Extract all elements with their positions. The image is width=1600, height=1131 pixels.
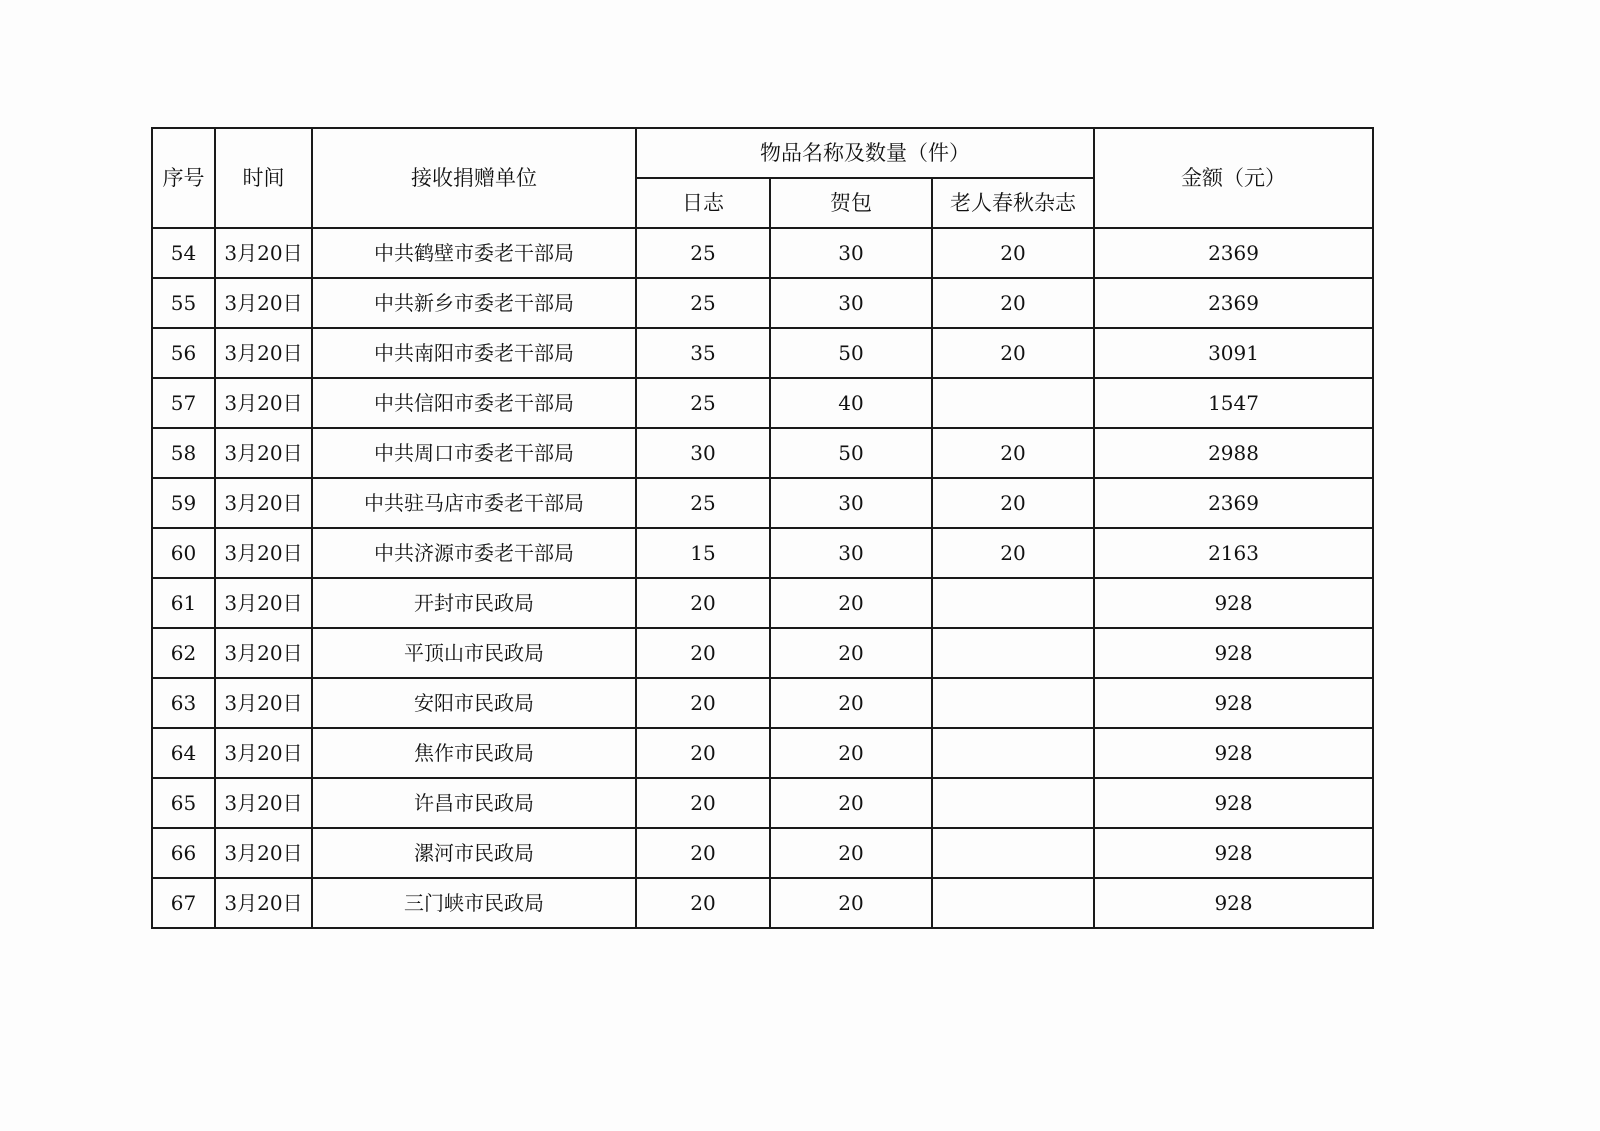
cell-amount: 2369 <box>1094 478 1373 528</box>
cell-magazine: 20 <box>932 228 1094 278</box>
cell-diary: 20 <box>636 828 770 878</box>
table-row <box>152 578 1373 628</box>
cell-amount: 3091 <box>1094 328 1373 378</box>
header-item-bag: 贺包 <box>770 178 932 228</box>
header-seq: 序号 <box>152 128 215 228</box>
cell-unit: 三门峡市民政局 <box>312 878 636 928</box>
cell-seq: 61 <box>152 578 215 628</box>
cell-diary: 20 <box>636 578 770 628</box>
cell-unit: 中共南阳市委老干部局 <box>312 328 636 378</box>
cell-unit: 平顶山市民政局 <box>312 628 636 678</box>
cell-seq: 58 <box>152 428 215 478</box>
cell-diary: 20 <box>636 878 770 928</box>
header-amount: 金额（元） <box>1094 128 1373 228</box>
cell-bag: 50 <box>770 428 932 478</box>
cell-bag: 30 <box>770 228 932 278</box>
cell-seq: 67 <box>152 878 215 928</box>
cell-amount: 2369 <box>1094 228 1373 278</box>
cell-date: 3月20日 <box>215 828 312 878</box>
cell-diary: 20 <box>636 628 770 678</box>
cell-magazine <box>932 678 1094 728</box>
cell-bag: 20 <box>770 778 932 828</box>
cell-seq: 57 <box>152 378 215 428</box>
cell-bag: 30 <box>770 528 932 578</box>
table-row <box>152 478 1373 528</box>
table-row <box>152 628 1373 678</box>
cell-diary: 20 <box>636 678 770 728</box>
cell-unit: 许昌市民政局 <box>312 778 636 828</box>
table-row <box>152 728 1373 778</box>
cell-diary: 35 <box>636 328 770 378</box>
table-row <box>152 428 1373 478</box>
cell-unit: 中共驻马店市委老干部局 <box>312 478 636 528</box>
cell-date: 3月20日 <box>215 878 312 928</box>
cell-unit: 漯河市民政局 <box>312 828 636 878</box>
header-row-top <box>152 128 1373 178</box>
cell-magazine: 20 <box>932 478 1094 528</box>
cell-magazine: 20 <box>932 278 1094 328</box>
cell-amount: 2988 <box>1094 428 1373 478</box>
cell-magazine <box>932 578 1094 628</box>
cell-seq: 63 <box>152 678 215 728</box>
header-date: 时间 <box>215 128 312 228</box>
cell-seq: 62 <box>152 628 215 678</box>
cell-bag: 50 <box>770 328 932 378</box>
cell-date: 3月20日 <box>215 528 312 578</box>
table-row <box>152 228 1373 278</box>
table-header <box>152 128 1373 228</box>
cell-diary: 15 <box>636 528 770 578</box>
table-row <box>152 678 1373 728</box>
table-row <box>152 828 1373 878</box>
cell-seq: 64 <box>152 728 215 778</box>
table-body <box>152 228 1373 928</box>
cell-magazine <box>932 778 1094 828</box>
cell-date: 3月20日 <box>215 578 312 628</box>
header-item-magazine: 老人春秋杂志 <box>932 178 1094 228</box>
cell-date: 3月20日 <box>215 778 312 828</box>
table-row <box>152 778 1373 828</box>
cell-seq: 56 <box>152 328 215 378</box>
cell-diary: 20 <box>636 778 770 828</box>
table-row <box>152 378 1373 428</box>
cell-bag: 20 <box>770 878 932 928</box>
donation-table <box>151 127 1374 929</box>
cell-date: 3月20日 <box>215 628 312 678</box>
cell-date: 3月20日 <box>215 728 312 778</box>
cell-seq: 65 <box>152 778 215 828</box>
cell-bag: 40 <box>770 378 932 428</box>
cell-magazine: 20 <box>932 528 1094 578</box>
cell-amount: 2369 <box>1094 278 1373 328</box>
cell-amount: 928 <box>1094 828 1373 878</box>
cell-seq: 60 <box>152 528 215 578</box>
header-items-group: 物品名称及数量（件） <box>636 128 1094 178</box>
cell-amount: 928 <box>1094 578 1373 628</box>
table-row <box>152 328 1373 378</box>
header-unit: 接收捐赠单位 <box>312 128 636 228</box>
cell-bag: 20 <box>770 678 932 728</box>
cell-seq: 59 <box>152 478 215 528</box>
cell-seq: 66 <box>152 828 215 878</box>
cell-unit: 开封市民政局 <box>312 578 636 628</box>
cell-diary: 30 <box>636 428 770 478</box>
cell-amount: 928 <box>1094 678 1373 728</box>
cell-unit: 中共鹤壁市委老干部局 <box>312 228 636 278</box>
cell-magazine: 20 <box>932 428 1094 478</box>
cell-magazine <box>932 378 1094 428</box>
cell-magazine <box>932 728 1094 778</box>
cell-unit: 中共信阳市委老干部局 <box>312 378 636 428</box>
cell-amount: 1547 <box>1094 378 1373 428</box>
cell-diary: 25 <box>636 478 770 528</box>
cell-date: 3月20日 <box>215 328 312 378</box>
cell-magazine <box>932 828 1094 878</box>
cell-bag: 20 <box>770 828 932 878</box>
cell-bag: 30 <box>770 478 932 528</box>
cell-seq: 55 <box>152 278 215 328</box>
cell-diary: 20 <box>636 728 770 778</box>
cell-amount: 928 <box>1094 778 1373 828</box>
cell-date: 3月20日 <box>215 228 312 278</box>
cell-magazine <box>932 878 1094 928</box>
cell-amount: 928 <box>1094 628 1373 678</box>
cell-seq: 54 <box>152 228 215 278</box>
cell-magazine: 20 <box>932 328 1094 378</box>
cell-unit: 中共济源市委老干部局 <box>312 528 636 578</box>
cell-bag: 20 <box>770 728 932 778</box>
cell-date: 3月20日 <box>215 428 312 478</box>
cell-amount: 928 <box>1094 728 1373 778</box>
cell-unit: 中共新乡市委老干部局 <box>312 278 636 328</box>
cell-diary: 25 <box>636 378 770 428</box>
cell-diary: 25 <box>636 228 770 278</box>
table-row <box>152 528 1373 578</box>
cell-amount: 928 <box>1094 878 1373 928</box>
cell-unit: 安阳市民政局 <box>312 678 636 728</box>
cell-magazine <box>932 628 1094 678</box>
cell-date: 3月20日 <box>215 378 312 428</box>
cell-date: 3月20日 <box>215 478 312 528</box>
cell-bag: 20 <box>770 628 932 678</box>
cell-amount: 2163 <box>1094 528 1373 578</box>
cell-bag: 30 <box>770 278 932 328</box>
header-item-diary: 日志 <box>636 178 770 228</box>
cell-date: 3月20日 <box>215 678 312 728</box>
cell-unit: 中共周口市委老干部局 <box>312 428 636 478</box>
cell-bag: 20 <box>770 578 932 628</box>
cell-diary: 25 <box>636 278 770 328</box>
cell-unit: 焦作市民政局 <box>312 728 636 778</box>
cell-date: 3月20日 <box>215 278 312 328</box>
table-row <box>152 878 1373 928</box>
table-row <box>152 278 1373 328</box>
